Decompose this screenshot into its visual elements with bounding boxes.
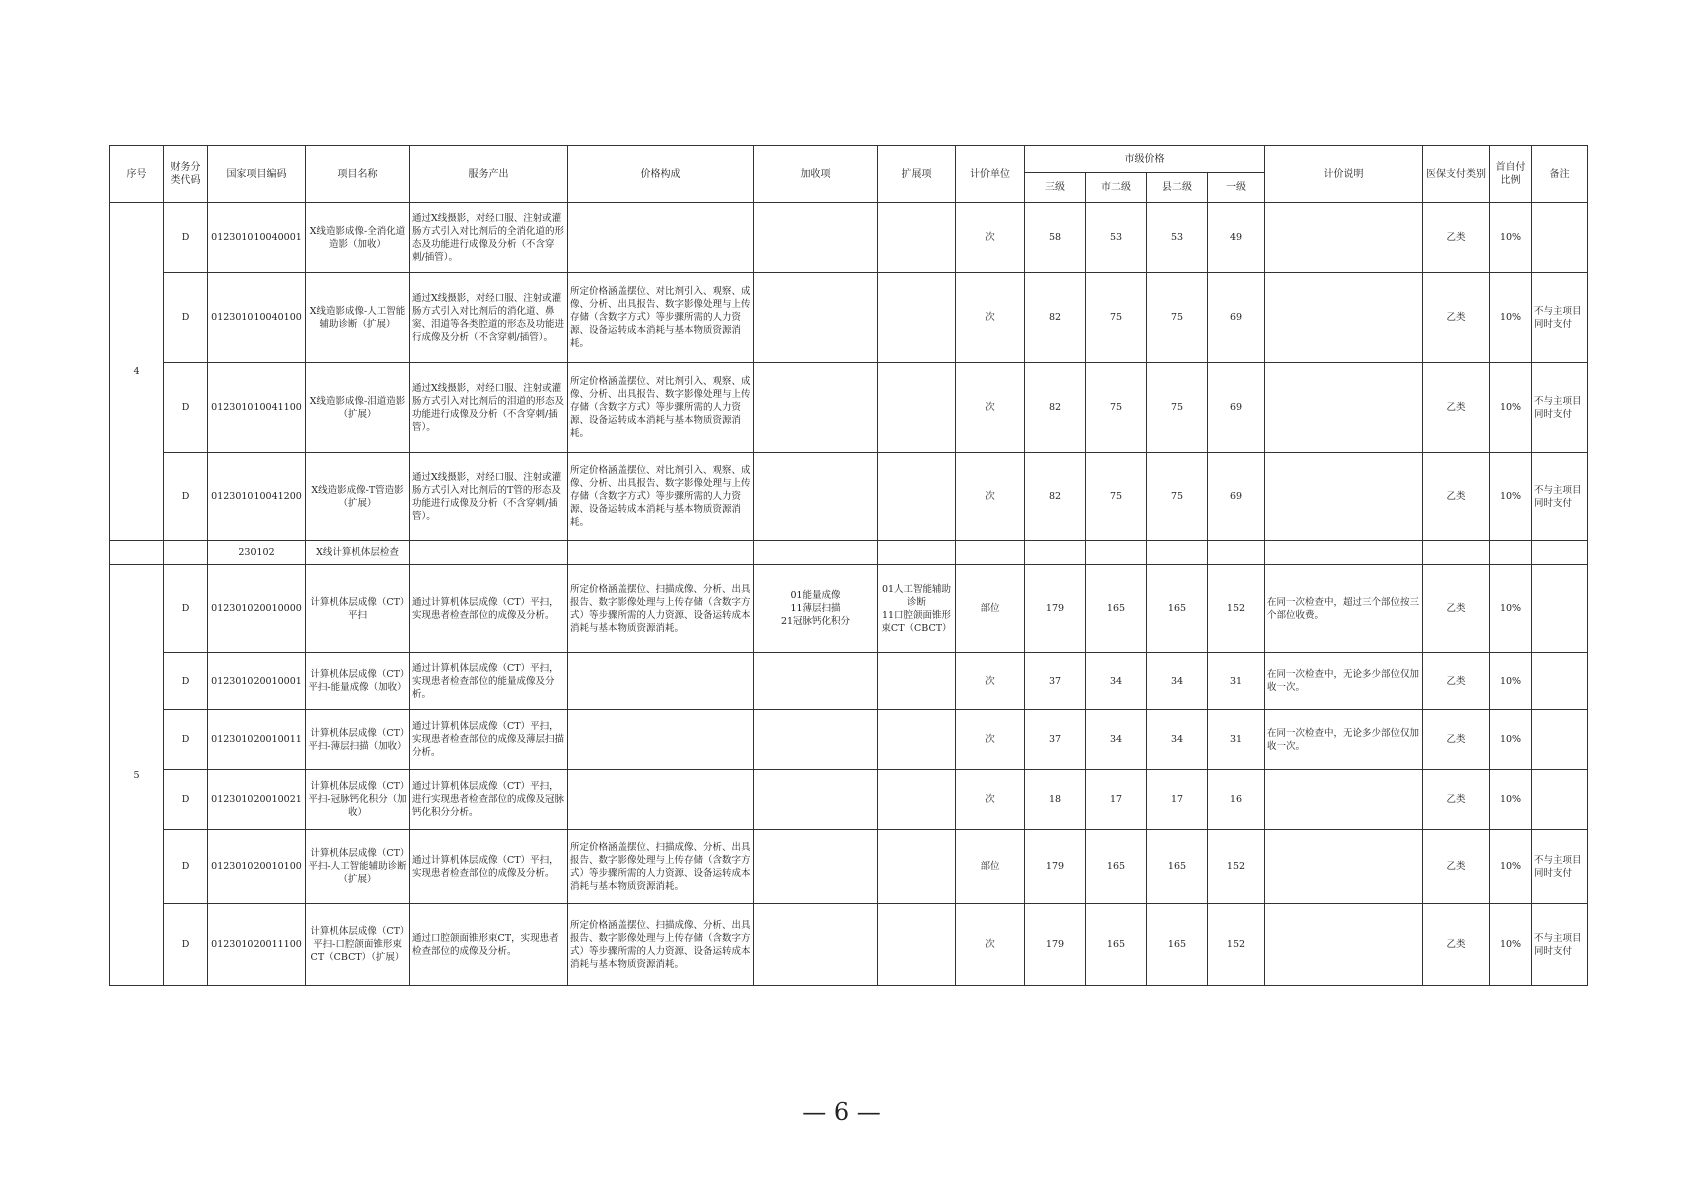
ratio-cell: 10% [1490,770,1532,830]
pricing-note-cell [1265,830,1423,904]
unit-cell: 次 [956,770,1025,830]
add-items-cell [754,273,878,363]
national-code-cell: 012301020010000 [208,565,306,653]
service-output-cell: 通过X线摄影，对经口服、注射或灌肠方式引入对比剂后的消化道、鼻窦、泪道等各类腔道的形态及功能进行成像及分析（不含穿刺/插管）。 [410,273,568,363]
add-items-cell [754,904,878,986]
price-composition-cell: 所定价格涵盖摆位、扫描成像、分析、出具报告、数字影像处理与上传存储（含数字方式）等步骤所需的人力资源、设备运转成本消耗与基本物质资源消耗。 [568,565,754,653]
add-items-cell [754,203,878,273]
ratio-cell: 10% [1490,904,1532,986]
fin-code-cell: D [164,453,208,541]
service-output-cell: 通过计算机体层成像（CT）平扫，进行实现患者检查部位的成像及冠脉钙化积分分析。 [410,770,568,830]
service-output-cell: 通过X线摄影，对经口服、注射或灌肠方式引入对比剂后的全消化道的形态及功能进行成像及分析（不含穿刺/插管）。 [410,203,568,273]
national-code-cell: 012301020010021 [208,770,306,830]
header-service-output: 服务产出 [410,146,568,203]
price-city2-cell: 165 [1086,830,1147,904]
fin-code-cell: D [164,770,208,830]
insurance-cell: 乙类 [1423,565,1490,653]
ext-items-cell [878,904,956,986]
header-add-items: 加收项 [754,146,878,203]
pricing-note-cell: 在同一次检查中，无论多少部位仅加收一次。 [1265,653,1423,710]
price-county2-cell: 17 [1147,770,1208,830]
price-level1-cell: 69 [1208,273,1265,363]
price-county2-cell: 75 [1147,273,1208,363]
ext-items-cell [878,830,956,904]
page-number: — 6 — [802,1098,881,1126]
national-code-cell: 012301020010011 [208,710,306,770]
price-level1-cell: 152 [1208,565,1265,653]
fin-code-cell: D [164,653,208,710]
price-level3-cell: 179 [1025,904,1086,986]
fin-code-cell: D [164,363,208,453]
price-level3-cell: 179 [1025,830,1086,904]
header-price-composition: 价格构成 [568,146,754,203]
price-composition-cell: 所定价格涵盖摆位、扫描成像、分析、出具报告、数字影像处理与上传存储（含数字方式）等步骤所需的人力资源、设备运转成本消耗与基本物质资源消耗。 [568,830,754,904]
add-items-cell [754,830,878,904]
ext-items-cell [878,770,956,830]
ext-items-cell [878,363,956,453]
price-city2-cell: 53 [1086,203,1147,273]
ratio-cell: 10% [1490,453,1532,541]
header-fin-code: 财务分类代码 [164,146,208,203]
group-seq: 5 [110,565,164,986]
price-composition-cell: 所定价格涵盖摆位、对比剂引入、观察、成像、分析、出具报告、数字影像处理与上传存储（含数字方式）等步骤所需的人力资源、设备运转成本消耗与基本物质资源消耗。 [568,363,754,453]
national-code-cell: 012301020010100 [208,830,306,904]
item-name-cell: 计算机体层成像（CT）平扫-人工智能辅助诊断（扩展） [306,830,410,904]
header-insurance-category: 医保支付类别 [1423,146,1490,203]
pricing-note-cell [1265,453,1423,541]
price-level1-cell: 49 [1208,203,1265,273]
table-row [110,710,1588,770]
price-table [109,145,1588,986]
price-level3-cell: 82 [1025,363,1086,453]
unit-cell: 次 [956,653,1025,710]
group-seq: 4 [110,203,164,541]
price-county2-cell: 75 [1147,453,1208,541]
service-output-cell: 通过X线摄影，对经口服、注射或灌肠方式引入对比剂后的泪道的形态及功能进行成像及分析（不含穿刺/插管）。 [410,363,568,453]
ratio-cell: 10% [1490,830,1532,904]
remark-cell: 不与主项目同时支付 [1532,453,1588,541]
category-code: 230102 [208,541,306,565]
add-items-cell [754,710,878,770]
item-name-cell: 计算机体层成像（CT）平扫-薄层扫描（加收） [306,710,410,770]
price-level1-cell: 31 [1208,653,1265,710]
unit-cell: 次 [956,710,1025,770]
header-city-price: 市级价格 [1025,146,1265,173]
price-composition-cell [568,653,754,710]
pricing-note-cell [1265,273,1423,363]
insurance-cell: 乙类 [1423,770,1490,830]
item-name-cell: X线造影成像-泪道造影（扩展） [306,363,410,453]
price-county2-cell: 34 [1147,653,1208,710]
price-level3-cell: 58 [1025,203,1086,273]
insurance-cell: 乙类 [1423,653,1490,710]
insurance-cell: 乙类 [1423,710,1490,770]
insurance-cell: 乙类 [1423,203,1490,273]
item-name-cell: 计算机体层成像（CT）平扫 [306,565,410,653]
item-name-cell: 计算机体层成像（CT）平扫-能量成像（加收） [306,653,410,710]
price-city2-cell: 165 [1086,904,1147,986]
price-composition-cell: 所定价格涵盖摆位、对比剂引入、观察、成像、分析、出具报告、数字影像处理与上传存储（含数字方式）等步骤所需的人力资源、设备运转成本消耗与基本物质资源消耗。 [568,273,754,363]
table-row [110,770,1588,830]
pricing-note-cell [1265,363,1423,453]
insurance-cell: 乙类 [1423,273,1490,363]
price-city2-cell: 75 [1086,273,1147,363]
unit-cell: 次 [956,363,1025,453]
price-city2-cell: 34 [1086,653,1147,710]
header-unit: 计价单位 [956,146,1025,203]
price-county2-cell: 165 [1147,904,1208,986]
price-city2-cell: 75 [1086,453,1147,541]
insurance-cell: 乙类 [1423,453,1490,541]
fin-code-cell: D [164,830,208,904]
header-remark: 备注 [1532,146,1588,203]
pricing-note-cell: 在同一次检查中，无论多少部位仅加收一次。 [1265,710,1423,770]
service-output-cell: 通过计算机体层成像（CT）平扫，实现患者检查部位的成像及薄层扫描分析。 [410,710,568,770]
remark-cell [1532,203,1588,273]
price-level3-cell: 82 [1025,273,1086,363]
header-level1: 一级 [1208,173,1265,203]
ratio-cell: 10% [1490,710,1532,770]
service-output-cell: 通过X线摄影，对经口服、注射或灌肠方式引入对比剂后的T管的形态及功能进行成像及分析（不含穿刺/插管）。 [410,453,568,541]
price-level3-cell: 37 [1025,710,1086,770]
ext-items-cell [878,203,956,273]
price-county2-cell: 53 [1147,203,1208,273]
ratio-cell: 10% [1490,653,1532,710]
service-output-cell: 通过计算机体层成像（CT）平扫，实现患者检查部位的能量成像及分析。 [410,653,568,710]
service-output-cell: 通过口腔颌面锥形束CT，实现患者检查部位的成像及分析。 [410,904,568,986]
fin-code-cell: D [164,273,208,363]
price-composition-cell: 所定价格涵盖摆位、扫描成像、分析、出具报告、数字影像处理与上传存储（含数字方式）等步骤所需的人力资源、设备运转成本消耗与基本物质资源消耗。 [568,904,754,986]
item-name-cell: X线造影成像-T管造影（扩展） [306,453,410,541]
price-city2-cell: 34 [1086,710,1147,770]
table-row [110,273,1588,363]
unit-cell: 次 [956,904,1025,986]
price-level3-cell: 18 [1025,770,1086,830]
ext-items-cell [878,653,956,710]
pricing-note-cell: 在同一次检查中，超过三个部位按三个部位收费。 [1265,565,1423,653]
insurance-cell: 乙类 [1423,904,1490,986]
price-composition-cell: 所定价格涵盖摆位、对比剂引入、观察、成像、分析、出具报告、数字影像处理与上传存储（含数字方式）等步骤所需的人力资源、设备运转成本消耗与基本物质资源消耗。 [568,453,754,541]
price-county2-cell: 165 [1147,830,1208,904]
fin-code-cell: D [164,203,208,273]
ext-items-cell: 01人工智能辅助诊断 11口腔颌面锥形束CT（CBCT） [878,565,956,653]
remark-cell: 不与主项目同时支付 [1532,830,1588,904]
price-level1-cell: 69 [1208,453,1265,541]
add-items-cell [754,453,878,541]
national-code-cell: 012301020010001 [208,653,306,710]
item-name-cell: 计算机体层成像（CT）平扫-口腔颌面锥形束CT（CBCT）（扩展） [306,904,410,986]
remark-cell [1532,710,1588,770]
ext-items-cell [878,273,956,363]
price-level1-cell: 69 [1208,363,1265,453]
item-name-cell: X线造影成像-人工智能辅助诊断（扩展） [306,273,410,363]
price-level1-cell: 152 [1208,904,1265,986]
price-county2-cell: 75 [1147,363,1208,453]
remark-cell [1532,770,1588,830]
price-city2-cell: 165 [1086,565,1147,653]
national-code-cell: 012301020011100 [208,904,306,986]
unit-cell: 次 [956,203,1025,273]
pricing-note-cell [1265,904,1423,986]
header-self-pay-ratio: 首自付比例 [1490,146,1532,203]
item-name-cell: X线造影成像-全消化道造影（加收） [306,203,410,273]
fin-code-cell: D [164,710,208,770]
remark-cell: 不与主项目同时支付 [1532,273,1588,363]
national-code-cell: 012301010040001 [208,203,306,273]
price-composition-cell [568,203,754,273]
header-level3: 三级 [1025,173,1086,203]
fin-code-cell: D [164,904,208,986]
ratio-cell: 10% [1490,203,1532,273]
table-row [110,453,1588,541]
ratio-cell: 10% [1490,565,1532,653]
national-code-cell: 012301010040100 [208,273,306,363]
ratio-cell: 10% [1490,273,1532,363]
price-city2-cell: 17 [1086,770,1147,830]
table-row [110,203,1588,273]
add-items-cell [754,653,878,710]
table-row [110,565,1588,653]
pricing-note-cell [1265,203,1423,273]
add-items-cell [754,363,878,453]
header-seq: 序号 [110,146,164,203]
pricing-note-cell [1265,770,1423,830]
remark-cell [1532,653,1588,710]
table-row [110,830,1588,904]
header-item-name: 项目名称 [306,146,410,203]
fin-code-cell: D [164,565,208,653]
add-items-cell: 01能量成像 11薄层扫描 21冠脉钙化积分 [754,565,878,653]
price-level3-cell: 179 [1025,565,1086,653]
price-level1-cell: 152 [1208,830,1265,904]
remark-cell: 不与主项目同时支付 [1532,904,1588,986]
insurance-cell: 乙类 [1423,363,1490,453]
header-national-code: 国家项目编码 [208,146,306,203]
price-level1-cell: 31 [1208,710,1265,770]
service-output-cell: 通过计算机体层成像（CT）平扫，实现患者检查部位的成像及分析。 [410,830,568,904]
remark-cell: 不与主项目同时支付 [1532,363,1588,453]
price-county2-cell: 34 [1147,710,1208,770]
category-row [110,541,1588,565]
unit-cell: 部位 [956,565,1025,653]
service-output-cell: 通过计算机体层成像（CT）平扫，实现患者检查部位的成像及分析。 [410,565,568,653]
national-code-cell: 012301010041200 [208,453,306,541]
ratio-cell: 10% [1490,363,1532,453]
header-county-level2: 县二级 [1147,173,1208,203]
header-ext-items: 扩展项 [878,146,956,203]
header-city-level2: 市二级 [1086,173,1147,203]
price-level1-cell: 16 [1208,770,1265,830]
insurance-cell: 乙类 [1423,830,1490,904]
price-county2-cell: 165 [1147,565,1208,653]
ext-items-cell [878,453,956,541]
remark-cell [1532,565,1588,653]
add-items-cell [754,770,878,830]
ext-items-cell [878,710,956,770]
price-composition-cell [568,710,754,770]
table-row [110,363,1588,453]
table-row [110,653,1588,710]
price-city2-cell: 75 [1086,363,1147,453]
unit-cell: 次 [956,453,1025,541]
unit-cell: 次 [956,273,1025,363]
table-row [110,904,1588,986]
price-composition-cell [568,770,754,830]
unit-cell: 部位 [956,830,1025,904]
national-code-cell: 012301010041100 [208,363,306,453]
price-level3-cell: 82 [1025,453,1086,541]
item-name-cell: 计算机体层成像（CT）平扫-冠脉钙化积分（加收） [306,770,410,830]
price-level3-cell: 37 [1025,653,1086,710]
category-name: X线计算机体层检查 [306,541,410,565]
header-pricing-note: 计价说明 [1265,146,1423,203]
